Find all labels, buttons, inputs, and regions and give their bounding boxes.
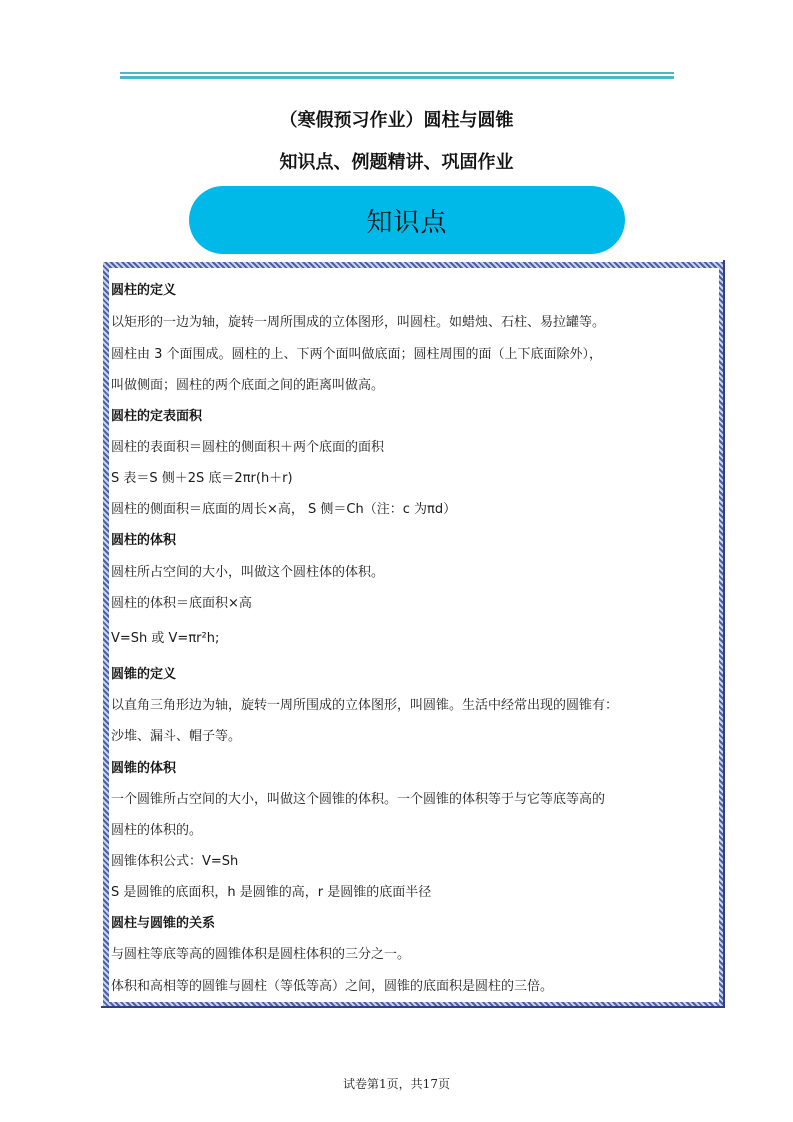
formula-line: S 表＝S 侧＋2S 底＝2πr(h＋r) (111, 471, 293, 486)
heading-cylinder-definition: 圆柱的定义 (111, 283, 177, 298)
formula-line: 圆柱的侧面积＝底面的周长×高， S 侧＝Ch（注：c 为πd） (111, 502, 457, 517)
formula-line: V=Sh 或 V=πr²h; (111, 631, 220, 646)
paragraph-line: 沙堆、漏斗、帽子等。 (111, 729, 242, 744)
knowledge-box (103, 262, 725, 1008)
heading-cylinder-cone-relation: 圆柱与圆锥的关系 (111, 916, 216, 931)
heading-cone-definition: 圆锥的定义 (111, 667, 177, 682)
paragraph-line: 圆柱所占空间的大小，叫做这个圆柱体的体积。 (111, 565, 385, 580)
paragraph-line: S 是圆锥的底面积，h 是圆锥的高，r 是圆锥的底面半径 (111, 885, 432, 900)
header-rule (120, 72, 674, 79)
heading-cylinder-volume: 圆柱的体积 (111, 533, 177, 548)
paragraph-line: 圆柱由 3 个面围成。圆柱的上、下两个面叫做底面；圆柱周围的面（上下底面除外）， (111, 347, 603, 362)
formula-line: 圆锥体积公式：V=Sh (111, 854, 239, 869)
section-banner-label: 知识点 (366, 207, 448, 238)
paragraph-line: 与圆柱等底等高的圆锥体积是圆柱体积的三分之一。 (111, 947, 411, 962)
paragraph-line: 叫做侧面；圆柱的两个底面之间的距离叫做高。 (111, 378, 385, 393)
page-footer: 试卷第1页，共17页 (343, 1077, 450, 1091)
paragraph-line: 圆柱的表面积＝圆柱的侧面积＋两个底面的面积 (111, 440, 385, 455)
header-rule-line-top (120, 72, 674, 74)
header-rule-line-bottom (120, 76, 674, 79)
formula-line: 圆柱的体积＝底面积×高 (111, 596, 252, 611)
paragraph-line: 体积和高相等的圆锥与圆柱（等低等高）之间，圆锥的底面积是圆柱的三倍。 (111, 979, 554, 994)
paragraph-line: 以矩形的一边为轴，旋转一周所围成的立体图形，叫圆柱。如蜡烛、石柱、易拉罐等。 (111, 315, 606, 330)
section-banner (189, 186, 625, 254)
document-subtitle: 知识点、例题精讲、巩固作业 (279, 152, 514, 173)
paragraph-line: 一个圆锥所占空间的大小，叫做这个圆锥的体积。一个圆锥的体积等于与它等底等高的 (111, 792, 606, 807)
document-title: （寒假预习作业）圆柱与圆锥 (279, 110, 514, 131)
heading-cone-volume: 圆锥的体积 (111, 761, 177, 776)
paragraph-line: 圆柱的体积的。 (111, 823, 203, 838)
paragraph-line: 以直角三角形边为轴，旋转一周所围成的立体图形，叫圆锥。生活中经常出现的圆锥有： (111, 698, 619, 713)
heading-cylinder-surface-area: 圆柱的定表面积 (111, 409, 203, 424)
